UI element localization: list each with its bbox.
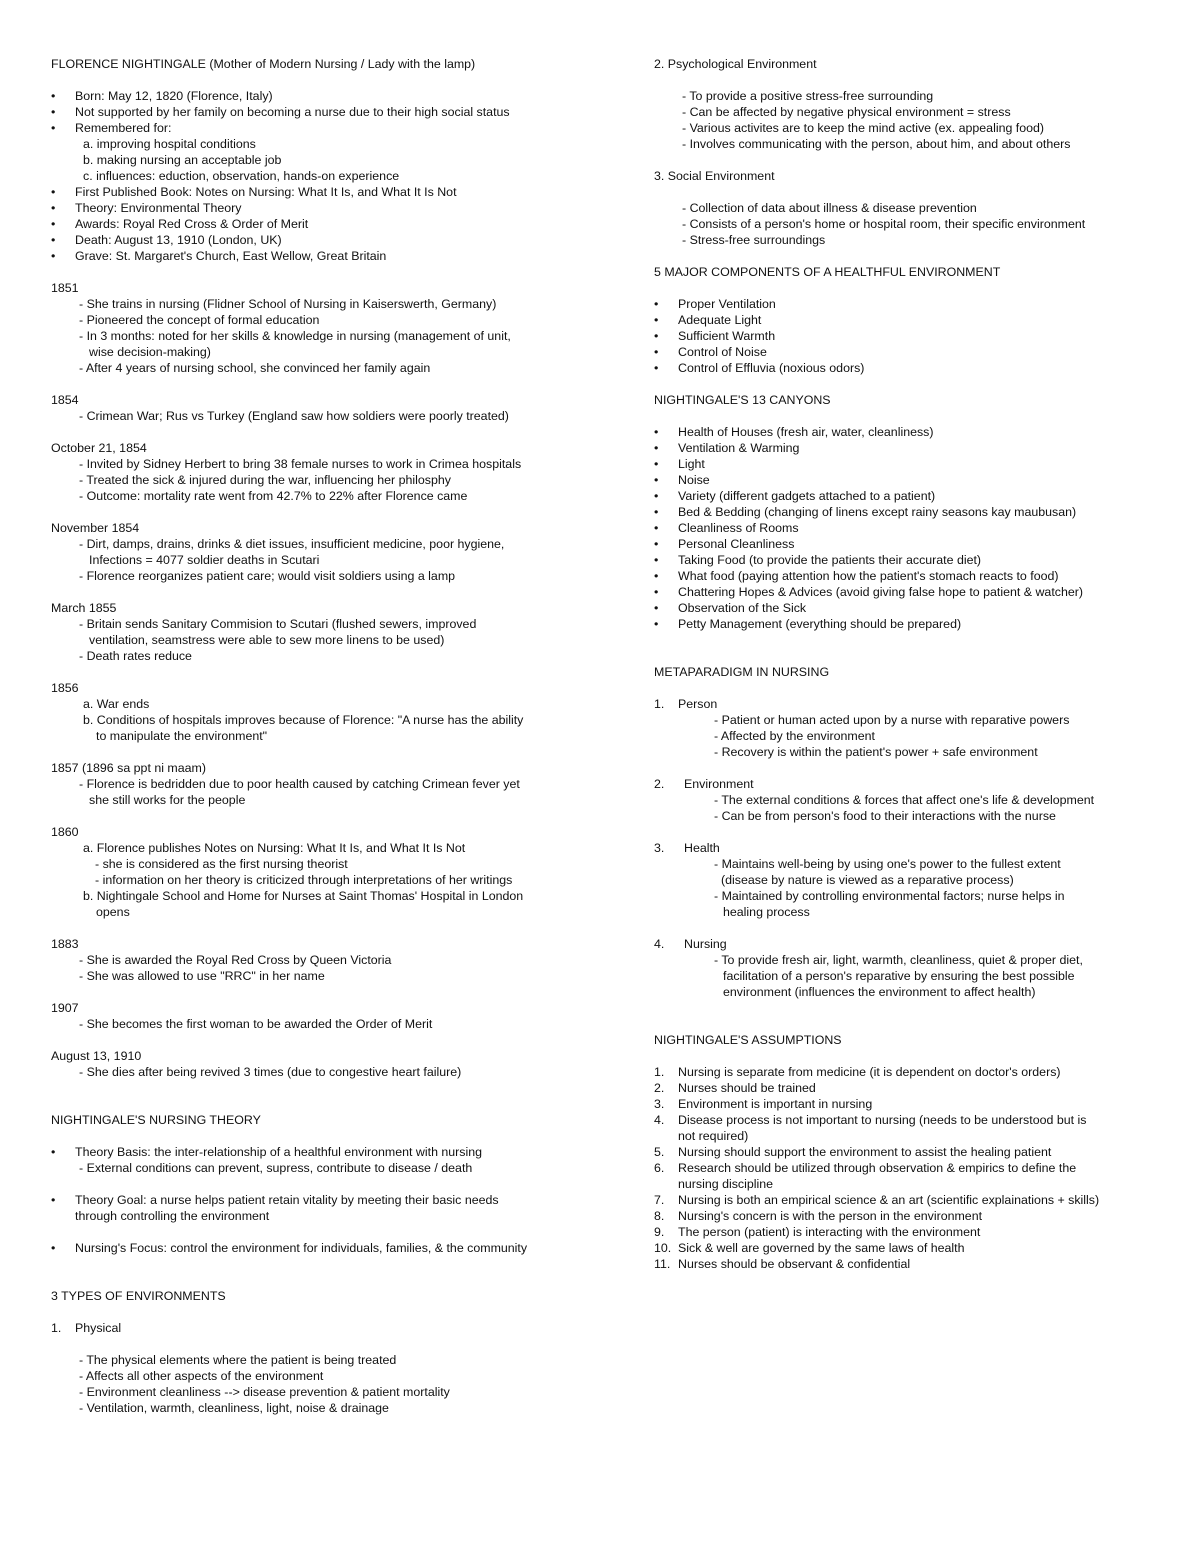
remembered-for-item: a. improving hospital conditions <box>83 137 256 151</box>
meta-line: - Patient or human acted upon by a nurse with reparative powers <box>714 713 1070 727</box>
meta-health <box>654 840 1174 856</box>
canyons-list <box>654 424 1174 632</box>
list-number: 4. <box>654 1113 665 1127</box>
assumption-item <box>654 1208 1174 1224</box>
theory-goal: • Theory Goal: a nurse helps patient retain vitality by meeting their basic needs <box>75 1193 499 1207</box>
list-number: 3. <box>654 1097 665 1111</box>
components-list <box>654 296 1174 376</box>
timeline-year: 1860 <box>51 825 79 839</box>
theory-basis: • Theory Basis: the inter-relationship of a healthful environment with nursing <box>75 1145 483 1159</box>
remembered-for-item: b. making nursing an acceptable job <box>83 153 282 167</box>
canyon-item: • Personal Cleanliness <box>654 536 1174 552</box>
timeline-1854 <box>51 392 606 424</box>
psych-list <box>654 88 1174 152</box>
list-number: 3. <box>654 841 665 855</box>
timeline-line: she still works for the people <box>89 793 246 807</box>
assumption-text: Environment is important in nursing <box>678 1097 873 1111</box>
assumption-item <box>654 1064 1174 1080</box>
psych-item: - Various activites are to keep the mind active (ex. appealing food) <box>682 121 1045 135</box>
timeline-year: 1907 <box>51 1001 79 1015</box>
psych-item: - Involves communicating with the person, about him, and about others <box>682 137 1071 151</box>
social-item: - Stress-free surroundings <box>682 233 826 247</box>
meta-environment-lines <box>654 792 1174 824</box>
assumption-text: Sick & well are governed by the same laws of health <box>678 1241 965 1255</box>
remembered-for-list <box>51 136 606 184</box>
timeline-1851 <box>51 280 606 376</box>
meta-line: - Recovery is within the patient's power + safe environment <box>714 745 1038 759</box>
canyon-item: • Health of Houses (fresh air, water, cleanliness) <box>654 424 1174 440</box>
canyon-item: • Variety (different gadgets attached to a patient) <box>654 488 1174 504</box>
timeline-year: 1856 <box>51 681 79 695</box>
assumption-text: Nursing should support the environment to assist the healing patient <box>678 1145 1052 1159</box>
timeline-line: a. Florence publishes Notes on Nursing: What It Is, and What It Is Not <box>83 841 466 855</box>
timeline-line: - After 4 years of nursing school, she convinced her family again <box>79 361 431 375</box>
assumption-item <box>654 1256 1174 1272</box>
meta-line: - Maintains well-being by using one's power to the fullest extent <box>714 857 1061 871</box>
meta-line: - Can be from person's food to their interactions with the nurse <box>714 809 1056 823</box>
timeline-line: - Dirt, damps, drains, drinks & diet issues, insufficient medicine, poor hygiene, <box>79 537 505 551</box>
timeline-nov-1854 <box>51 520 606 584</box>
timeline-year: November 1854 <box>51 521 140 535</box>
social-item: - Collection of data about illness & disease prevention <box>682 201 977 215</box>
canyon-item: • Petty Management (everything should be prepared) <box>654 616 1174 632</box>
timeline-line: b. Conditions of hospitals improves because of Florence: "A nurse has the ability <box>83 713 524 727</box>
timeline-line: b. Nightingale School and Home for Nurses at Saint Thomas' Hospital in London <box>83 889 524 903</box>
timeline-year: 1851 <box>51 281 79 295</box>
assumption-text: Nurses should be observant & confidential <box>678 1257 911 1271</box>
bio-list-2 <box>51 184 606 264</box>
component-item: • Sufficient Warmth <box>654 328 1174 344</box>
list-number: 2. <box>654 1081 665 1095</box>
list-number: 2. <box>654 777 665 791</box>
section-heading-environments: 3 TYPES OF ENVIRONMENTS <box>51 1289 226 1303</box>
component-item: • Adequate Light <box>654 312 1174 328</box>
meta-line: healing process <box>723 905 810 919</box>
section-heading-components: 5 MAJOR COMPONENTS OF A HEALTHFUL ENVIRONMENT <box>654 265 1001 279</box>
canyon-item: • Light <box>654 456 1174 472</box>
canyon-item: • Ventilation & Warming <box>654 440 1174 456</box>
theory-basis-sub: - External conditions can prevent, supress, contribute to disease / death <box>79 1161 473 1175</box>
meta-line: environment (influences the environment to affect health) <box>723 985 1036 999</box>
timeline-aug-1910 <box>51 1048 606 1080</box>
assumption-text-cont: not required) <box>678 1129 749 1143</box>
list-number: 5. <box>654 1145 665 1159</box>
timeline-1907 <box>51 1000 606 1032</box>
canyon-item: • Bed & Bedding (changing of linens except rainy seasons kay maubusan) <box>654 504 1174 520</box>
timeline-line: - She trains in nursing (Flidner School of Nursing in Kaiserswerth, Germany) <box>79 297 497 311</box>
timeline-line: to manipulate the environment" <box>96 729 268 743</box>
assumption-text: Nursing's concern is with the person in the environment <box>678 1209 983 1223</box>
theory-item <box>51 1192 606 1224</box>
bio-item: • Awards: Royal Red Cross & Order of Merit <box>51 216 606 232</box>
timeline-year: 1857 (1896 sa ppt ni maam) <box>51 761 206 775</box>
theory-list <box>51 1240 606 1256</box>
timeline-line: opens <box>96 905 130 919</box>
section-heading-psychological: 2. Psychological Environment <box>654 57 817 71</box>
meta-line: - Maintained by controlling environmental factors; nurse helps in <box>714 889 1065 903</box>
list-number: 9. <box>654 1225 665 1239</box>
meta-label: Environment <box>684 777 754 791</box>
section-heading-theory: NIGHTINGALE'S NURSING THEORY <box>51 1113 261 1127</box>
env-physical-item: - The physical elements where the patient is being treated <box>79 1353 397 1367</box>
document-title: FLORENCE NIGHTINGALE (Mother of Modern Nursing / Lady with the lamp) <box>51 57 476 71</box>
assumption-text: The person (patient) is interacting with the environment <box>678 1225 981 1239</box>
canyon-item: • Noise <box>654 472 1174 488</box>
timeline-line: - She dies after being revived 3 times (due to congestive heart failure) <box>79 1065 462 1079</box>
env-physical-item: - Environment cleanliness --> disease prevention & patient mortality <box>79 1385 450 1399</box>
bio-item: • Grave: St. Margaret's Church, East Wellow, Great Britain <box>51 248 606 264</box>
timeline-oct-1854 <box>51 440 606 504</box>
component-item: • Control of Effluvia (noxious odors) <box>654 360 1174 376</box>
assumption-text: Nursing is both an empirical science & an art (scientific explainations + skills) <box>678 1193 1100 1207</box>
bio-item: • Not supported by her family on becoming a nurse due to their high social status <box>51 104 606 120</box>
bio-item: • Death: August 13, 1910 (London, UK) <box>51 232 606 248</box>
meta-line: - The external conditions & forces that affect one's life & development <box>714 793 1095 807</box>
timeline-year: 1854 <box>51 393 79 407</box>
list-number: 1. <box>654 697 665 711</box>
meta-nursing <box>654 936 1174 952</box>
list-number: 8. <box>654 1209 665 1223</box>
section-heading-social: 3. Social Environment <box>654 169 775 183</box>
timeline-line: - Outcome: mortality rate went from 42.7% to 22% after Florence came <box>79 489 468 503</box>
meta-nursing-lines <box>654 952 1174 1000</box>
right-column <box>654 56 1174 1272</box>
theory-item <box>51 1144 606 1176</box>
theory-item: • Nursing's Focus: control the environment for individuals, families, & the community <box>51 1240 606 1256</box>
bio-item: • First Published Book: Notes on Nursing: What It Is, and What It Is Not <box>51 184 606 200</box>
canyon-item: • Observation of the Sick <box>654 600 1174 616</box>
timeline-year: August 13, 1910 <box>51 1049 142 1063</box>
timeline-line: - She was allowed to use "RRC" in her name <box>79 969 325 983</box>
assumption-item <box>654 1144 1174 1160</box>
list-number: 1. <box>654 1065 665 1079</box>
meta-line: - Affected by the environment <box>714 729 875 743</box>
assumption-text-cont: nursing discipline <box>678 1177 774 1191</box>
canyon-item: • Taking Food (to provide the patients their accurate diet) <box>654 552 1174 568</box>
psych-item: - To provide a positive stress-free surrounding <box>682 89 934 103</box>
meta-label: Nursing <box>684 937 727 951</box>
bio-item: • Born: May 12, 1820 (Florence, Italy) <box>51 88 606 104</box>
env-physical-item: - Affects all other aspects of the environment <box>79 1369 324 1383</box>
timeline-line: - she is considered as the first nursing theorist <box>95 857 348 871</box>
assumption-text: Nursing is separate from medicine (it is dependent on doctor's orders) <box>678 1065 1061 1079</box>
meta-line: facilitation of a person's reparative by ensuring the best possible <box>723 969 1075 983</box>
list-number: 7. <box>654 1193 665 1207</box>
section-heading-canyons: NIGHTINGALE'S 13 CANYONS <box>654 393 831 407</box>
timeline-1883 <box>51 936 606 984</box>
list-number: 6. <box>654 1161 665 1175</box>
assumption-text: Nurses should be trained <box>678 1081 816 1095</box>
timeline-line: wise decision-making) <box>89 345 211 359</box>
theory-goal-cont: through controlling the environment <box>75 1209 270 1223</box>
bio-item: • Remembered for: <box>51 120 606 136</box>
timeline-year: October 21, 1854 <box>51 441 147 455</box>
assumption-item <box>654 1112 1174 1144</box>
meta-label: Person <box>678 697 718 711</box>
component-item: • Control of Noise <box>654 344 1174 360</box>
assumption-item <box>654 1096 1174 1112</box>
list-number: 4. <box>654 937 665 951</box>
timeline-mar-1855 <box>51 600 606 664</box>
meta-environment <box>654 776 1174 792</box>
section-heading-metaparadigm: METAPARADIGM IN NURSING <box>654 665 830 679</box>
env-physical-list <box>51 1352 606 1416</box>
meta-health-lines <box>654 856 1174 920</box>
meta-line: (disease by nature is viewed as a reparative process) <box>721 873 1014 887</box>
canyon-item: • Chattering Hopes & Advices (avoid giving false hope to patient & watcher) <box>654 584 1174 600</box>
timeline-line: - information on her theory is criticized through interpretations of her writings <box>95 873 513 887</box>
social-item: - Consists of a person's home or hospital room, their specific environment <box>682 217 1086 231</box>
canyon-item: • What food (paying attention how the patient's stomach reacts to food) <box>654 568 1174 584</box>
timeline-line: - Treated the sick & injured during the war, influencing her philosphy <box>79 473 451 487</box>
timeline-line: - Florence reorganizes patient care; would visit soldiers using a lamp <box>79 569 456 583</box>
component-item: • Proper Ventilation <box>654 296 1174 312</box>
bio-item: • Theory: Environmental Theory <box>51 200 606 216</box>
timeline-year: 1883 <box>51 937 79 951</box>
list-number: 10. <box>654 1241 672 1255</box>
assumption-item <box>654 1160 1174 1192</box>
assumptions-list <box>654 1064 1174 1272</box>
timeline-line: - Crimean War; Rus vs Turkey (England saw how soldiers were poorly treated) <box>79 409 509 423</box>
left-column <box>51 56 606 1416</box>
theory-list <box>51 1144 606 1176</box>
assumption-item <box>654 1192 1174 1208</box>
timeline-1856 <box>51 680 606 744</box>
section-heading-assumptions: NIGHTINGALE'S ASSUMPTIONS <box>654 1033 842 1047</box>
theory-list <box>51 1192 606 1224</box>
social-list <box>654 200 1174 248</box>
timeline-line: - Florence is bedridden due to poor health caused by catching Crimean fever yet <box>79 777 520 791</box>
timeline-line: - Pioneered the concept of formal education <box>79 313 320 327</box>
env-physical-item: - Ventilation, warmth, cleanliness, light, noise & drainage <box>79 1401 389 1415</box>
timeline-1860 <box>51 824 606 920</box>
timeline-year: March 1855 <box>51 601 117 615</box>
timeline-line: a. War ends <box>83 697 150 711</box>
timeline-line: - She becomes the first woman to be awarded the Order of Merit <box>79 1017 433 1031</box>
env-type-label: Physical <box>75 1321 122 1335</box>
list-number: 1. <box>51 1321 62 1335</box>
timeline-line: - Britain sends Sanitary Commision to Scutari (flushed sewers, improved <box>79 617 477 631</box>
timeline-1857 <box>51 760 606 808</box>
assumption-item <box>654 1224 1174 1240</box>
timeline-line: - Death rates reduce <box>79 649 192 663</box>
assumption-item <box>654 1240 1174 1256</box>
assumption-text: Disease process is not important to nursing (needs to be understood but is <box>678 1113 1087 1127</box>
list-number: 11. <box>654 1257 671 1271</box>
timeline-line: ventilation, seamstress were able to sew more linens to be used) <box>89 633 445 647</box>
timeline-line: Infections = 4077 soldier deaths in Scutari <box>89 553 320 567</box>
meta-label: Health <box>684 841 720 855</box>
meta-person-lines <box>654 712 1174 760</box>
remembered-for-item: c. influences: eduction, observation, hands-on experience <box>83 169 400 183</box>
timeline-line: - She is awarded the Royal Red Cross by Queen Victoria <box>79 953 392 967</box>
meta-person <box>654 696 1174 712</box>
psych-item: - Can be affected by negative physical environment = stress <box>682 105 1011 119</box>
env-type-physical <box>51 1320 606 1336</box>
assumption-item <box>654 1080 1174 1096</box>
bio-list <box>51 88 606 136</box>
timeline-line: - Invited by Sidney Herbert to bring 38 female nurses to work in Crimea hospitals <box>79 457 522 471</box>
timeline-line: - In 3 months: noted for her skills & knowledge in nursing (management of unit, <box>79 329 511 343</box>
canyon-item: • Cleanliness of Rooms <box>654 520 1174 536</box>
assumption-text: Research should be utilized through observation & empirics to define the <box>678 1161 1077 1175</box>
meta-line: - To provide fresh air, light, warmth, cleanliness, quiet & proper diet, <box>714 953 1083 967</box>
